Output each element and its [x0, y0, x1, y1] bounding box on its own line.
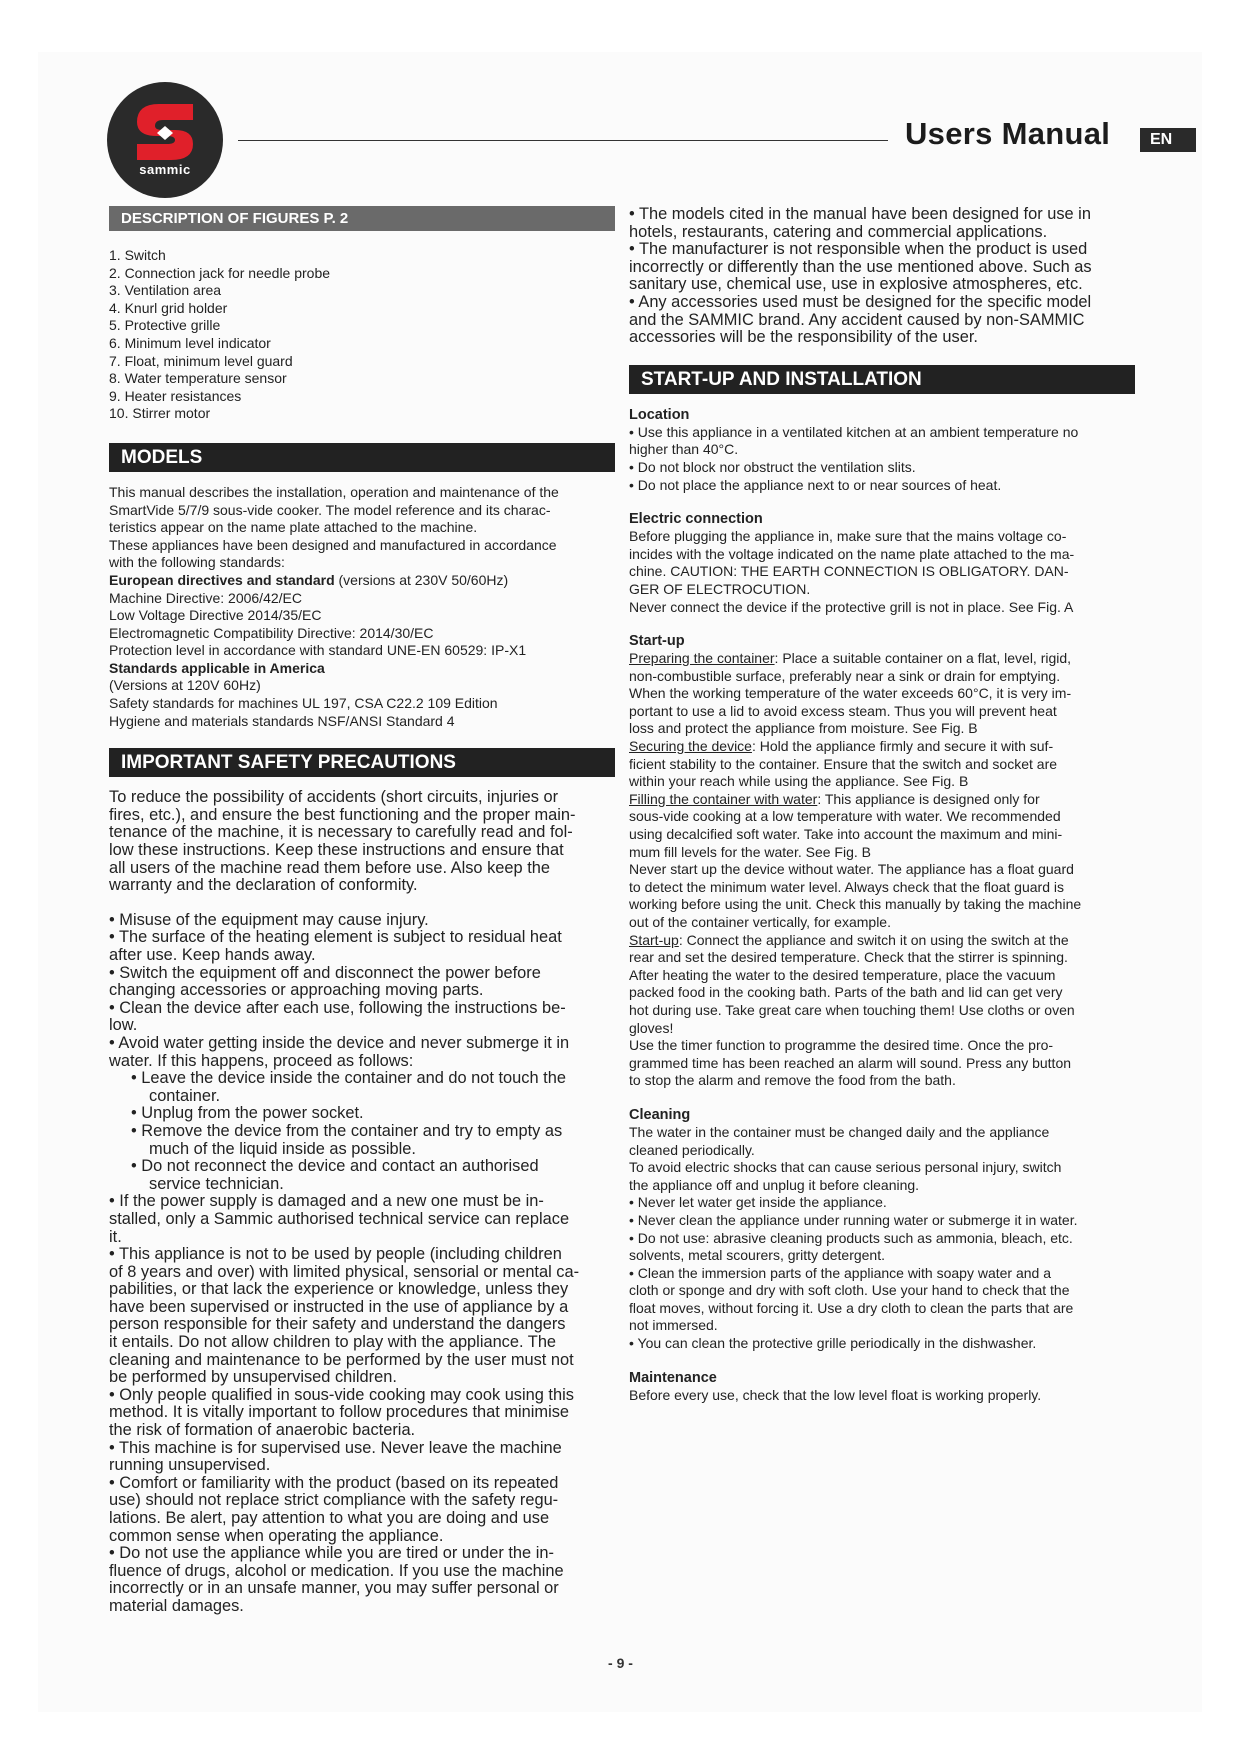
language-badge: EN [1140, 128, 1196, 152]
eu-standards-line [109, 572, 615, 590]
text-line: grammed time has been reached an alarm will sound. Press any button [629, 1054, 1072, 1071]
text-line: • Leave the device inside the container and do not touch the [131, 1069, 566, 1088]
text-line: lations. Be alert, pay attention to what you are doing and use [109, 1509, 550, 1527]
text-line: Electromagnetic Compatibility Directive: 2014/30/EC [109, 624, 434, 641]
text-line: • This machine is for supervised use. Never leave the machine [109, 1438, 562, 1457]
text-line: The water in the container must be changed daily and the appliance [629, 1123, 1050, 1140]
prep-line [629, 650, 1149, 668]
text-line: portant to use a lid to avoid excess steam. Thus you will prevent heat [629, 702, 1057, 719]
text-line: solvents, metal scourers, gritty detergent. [629, 1247, 885, 1264]
text-line: fluence of drugs, alcohol or medication. If you use the machine [109, 1561, 564, 1580]
text-line: • Do not reconnect the device and contact an authorised [131, 1157, 539, 1176]
text-line: • Unplug from the power socket. [131, 1104, 364, 1123]
text-line: changing accessories or approaching moving parts. [109, 981, 484, 1000]
text-line: • The surface of the heating element is subject to residual heat [109, 928, 562, 947]
text-line: • This appliance is not to be used by people (including children [109, 1245, 562, 1264]
text-line: • If the power supply is damaged and a new one must be in- [109, 1192, 544, 1211]
text-line: low these instructions. Keep these instructions and ensure that [109, 841, 564, 860]
text-line: • Do not block nor obstruct the ventilation slits. [629, 458, 916, 475]
text-line: cleaning and maintenance to be performed by the user must not [109, 1350, 574, 1369]
text-line: • Only people qualified in sous-vide cooking may cook using this [109, 1385, 574, 1404]
text-line: • Any accessories used must be designed for the specific model [629, 292, 1092, 311]
text-line: Use the timer function to programme the desired time. Once the pro- [629, 1037, 1054, 1054]
sammic-s-icon [107, 82, 223, 198]
text-line: Hygiene and materials standards NSF/ANSI Standard 4 [109, 712, 455, 729]
text-line: after use. Keep hands away. [109, 946, 316, 964]
text-line: To avoid electric shocks that can cause serious personal injury, switch [629, 1159, 1062, 1176]
text-line: sanitary use, chemical use, use in explosive atmospheres, etc. [629, 275, 1083, 294]
us-standards-title: Standards applicable in America [109, 659, 325, 676]
text-line: Before plugging the appliance in, make sure that the mains voltage co- [629, 528, 1067, 545]
text-line: Never start up the device without water. The appliance has a float guard [629, 861, 1074, 878]
text-line: the risk of formation of anaerobic bacteria. [109, 1421, 416, 1440]
text-line: non-combustible surface, preferably near a sink or drain for emptying. [629, 667, 1061, 684]
text-line: • Never let water get inside the appliance. [629, 1194, 887, 1211]
left-column [109, 206, 615, 1616]
text-line: service technician. [149, 1174, 284, 1193]
startup-title: Start-up [629, 633, 685, 650]
text-line: • Clean the device after each use, following the instructions be- [109, 998, 566, 1017]
startup-text: : Connect the appliance and switch it on using the switch at the [678, 931, 1069, 948]
text-line: to stop the alarm and remove the food from the bath. [629, 1072, 956, 1089]
text-line: hotels, restaurants, catering and commercial applications. [629, 222, 1048, 241]
safety-bullets [109, 912, 615, 1616]
text-line: pabilities, or that lack the experience or knowledge, unless they [109, 1280, 569, 1299]
text-line: be performed by unsupervised children. [109, 1368, 397, 1387]
text-line: it entails. Do not allow children to play with the appliance. The [109, 1333, 557, 1352]
text-line: • Do not use the appliance while you are tired or under the in- [109, 1544, 554, 1563]
text-line: method. It is vitally important to follow procedures that minimise [109, 1403, 570, 1422]
maintenance-title: Maintenance [629, 1369, 717, 1386]
list-item: 4. Knurl grid holder [109, 299, 228, 316]
text-line: have been supervised or instructed in the use of appliance by a [109, 1297, 569, 1316]
text-line: float moves, without forcing it. Use a dry cloth to clean the parts that are [629, 1299, 1074, 1316]
list-item: 10. Stirrer motor [109, 405, 211, 422]
list-item: 2. Connection jack for needle probe [109, 264, 331, 281]
text-line: low. [109, 1016, 138, 1035]
text-line: teristics appear on the name plate attached to the machine. [109, 519, 478, 536]
page-title: Users Manual [905, 116, 1111, 151]
sub-bullets [109, 1070, 615, 1193]
electric-title: Electric connection [629, 511, 763, 528]
text-line: • You can clean the protective grille periodically in the dishwasher. [629, 1335, 1037, 1352]
text-line: SmartVide 5/7/9 sous-vide cooker. The model reference and its charac- [109, 501, 551, 518]
text-line: sous-vide cooking at a low temperature with water. We recommended [629, 808, 1061, 825]
text-line: incides with the voltage indicated on the name plate attached to the ma- [629, 545, 1075, 562]
text-line: with the following standards: [109, 554, 285, 571]
text-line: container. [149, 1086, 221, 1105]
text-line: and the SAMMIC brand. Any accident caused by non-SAMMIC [629, 310, 1085, 329]
text-line: Never connect the device if the protective grill is not in place. See Fig. A [629, 598, 1074, 615]
text-line: • Never clean the appliance under running water or submerge it in water. [629, 1211, 1078, 1228]
text-line: mum fill levels for the water. See Fig. B [629, 843, 871, 860]
secure-label: Securing the device [629, 738, 752, 755]
text-line: running unsupervised. [109, 1456, 271, 1475]
fill-text: : This appliance is designed only for [817, 790, 1040, 807]
text-line: To reduce the possibility of accidents (short circuits, injuries or [109, 788, 559, 807]
text-line: Low Voltage Directive 2014/35/EC [109, 607, 322, 624]
secure-line [629, 738, 1149, 756]
text-line: These appliances have been designed and manufactured in accordance [109, 536, 557, 553]
fill-line [629, 791, 1149, 809]
text-line: much of the liquid inside as possible. [149, 1139, 416, 1158]
location-title: Location [629, 406, 690, 423]
text-line: • Switch the equipment off and disconnect the power before [109, 963, 541, 982]
text-line: of 8 years and over) with limited physical, sensorial or mental ca- [109, 1262, 580, 1281]
text-line: Safety standards for machines UL 197, CSA C22.2 109 Edition [109, 695, 498, 712]
fill-label: Filling the container with water [629, 790, 818, 807]
text-line: incorrectly or differently than the use mentioned above. Such as [629, 257, 1092, 276]
text-line: using decalcified soft water. Take into account the maximum and mini- [629, 826, 1063, 843]
list-item: 5. Protective grille [109, 317, 221, 334]
text-line: to detect the minimum water level. Always check that the float guard is [629, 878, 1064, 895]
eu-standards-versions: (versions at 230V 50/60Hz) [334, 571, 509, 588]
sammic-logo [107, 82, 223, 198]
usage-notes [629, 206, 1149, 347]
text-line: (Versions at 120V 60Hz) [109, 677, 261, 694]
header-divider [238, 140, 888, 141]
prep-label: Preparing the container [629, 650, 775, 667]
text-line: tenance of the machine, it is necessary to carefully read and fol- [109, 823, 573, 842]
text-line: common sense when operating the appliance. [109, 1526, 444, 1545]
text-line: ficient stability to the container. Ensure that the switch and socket are [629, 755, 1058, 772]
text-line: loss and protect the appliance from moisture. See Fig. B [629, 720, 978, 737]
text-line: • Comfort or familiarity with the product (based on its repeated [109, 1473, 559, 1492]
right-column [629, 206, 1149, 1404]
text-line: out of the container vertically, for example. [629, 914, 891, 930]
text-line: warranty and the declaration of conformity. [109, 876, 418, 895]
text-line: • Use this appliance in a ventilated kitchen at an ambient temperature no [629, 423, 1079, 440]
list-item: 9. Heater resistances [109, 387, 242, 404]
text-line: • Clean the immersion parts of the appliance with soapy water and a [629, 1264, 1052, 1281]
text-line: • The manufacturer is not responsible when the product is used [629, 240, 1088, 259]
text-line: • Do not place the appliance next to or near sources of heat. [629, 476, 1002, 493]
text-line: packed food in the cooking bath. Parts of the bath and lid can get very [629, 984, 1063, 1001]
text-line: stalled, only a Sammic authorised technical service can replace [109, 1209, 570, 1228]
secure-text: : Hold the appliance firmly and secure it with suf- [751, 738, 1054, 755]
text-line: material damages. [109, 1596, 244, 1615]
list-item: 8. Water temperature sensor [109, 370, 287, 387]
text-line: rear and set the desired temperature. Check that the stirrer is spinning. [629, 949, 1068, 966]
page-number: - 9 - [608, 1655, 633, 1671]
text-line: accessories will be the responsibility of the user. [629, 328, 978, 347]
text-line: chine. CAUTION: THE EARTH CONNECTION IS OBLIGATORY. DAN- [629, 563, 1069, 580]
text-line: • Misuse of the equipment may cause injury. [109, 910, 429, 929]
list-item: 6. Minimum level indicator [109, 334, 271, 351]
startup-heading: START-UP AND INSTALLATION [629, 365, 1135, 394]
figures-list [109, 247, 615, 423]
text-line: the appliance off and unplug it before cleaning. [629, 1176, 920, 1193]
startup-body [629, 406, 1149, 1405]
text-line: higher than 40°C. [629, 441, 739, 458]
models-heading: MODELS [109, 443, 615, 472]
text-line: within your reach while using the appliance. See Fig. B [629, 773, 969, 790]
text-line: hot during use. Take great care when touching them! Use cloths or oven [629, 1001, 1075, 1018]
text-line: not immersed. [629, 1317, 718, 1334]
safety-heading: IMPORTANT SAFETY PRECAUTIONS [109, 748, 615, 777]
text-line: • The models cited in the manual have been designed for use in [629, 205, 1091, 223]
text-line: working before using the unit. Check this manually by taking the machine [629, 896, 1082, 913]
text-line: • Do not use: abrasive cleaning products such as ammonia, bleach, etc. [629, 1229, 1073, 1246]
text-line: When the working temperature of the water exceeds 60°C, it is very im- [629, 685, 1072, 702]
list-item: 1. Switch [109, 247, 166, 263]
text-line: cloth or sponge and dry with soft cloth. Use your hand to check that the [629, 1282, 1070, 1299]
prep-text: : Place a suitable container on a flat, level, rigid, [774, 650, 1072, 667]
list-item: 3. Ventilation area [109, 282, 222, 299]
safety-intro [109, 789, 615, 895]
text-line: water. If this happens, proceed as follows: [109, 1051, 414, 1070]
eu-standards-title: European directives and standard [109, 571, 335, 588]
text-line: cleaned periodically. [629, 1141, 755, 1158]
text-line: gloves! [629, 1019, 674, 1036]
text-line: Machine Directive: 2006/42/EC [109, 589, 302, 606]
logo-wordmark: sammic [139, 162, 191, 177]
text-line: use) should not replace strict compliance with the safety regu- [109, 1491, 559, 1510]
text-line: it. [109, 1227, 122, 1246]
text-line: This manual describes the installation, operation and maintenance of the [109, 483, 559, 500]
text-line: fires, etc.), and ensure the best functioning and the proper main- [109, 805, 576, 824]
text-line: person responsible for their safety and understand the dangers [109, 1315, 566, 1334]
text-line: After heating the water to the desired temperature, place the vacuum [629, 966, 1056, 983]
text-line: all users of the machine read them before use. Also keep the [109, 858, 550, 877]
text-line: Protection level in accordance with standard UNE-EN 60529: IP-X1 [109, 642, 527, 659]
list-item: 7. Float, minimum level guard [109, 352, 293, 369]
models-text [109, 484, 615, 730]
text-line: Before every use, check that the low level float is working properly. [629, 1386, 1042, 1403]
startup-label: Start-up [629, 931, 679, 948]
figures-heading: DESCRIPTION OF FIGURES P. 2 [109, 206, 615, 231]
text-line: incorrectly or in an unsafe manner, you may suffer personal or [109, 1579, 559, 1598]
text-line: • Avoid water getting inside the device and never submerge it in [109, 1033, 570, 1052]
cleaning-title: Cleaning [629, 1106, 691, 1123]
startup-line [629, 932, 1149, 950]
text-line: GER OF ELECTROCUTION. [629, 580, 811, 597]
text-line: • Remove the device from the container and try to empty as [131, 1121, 563, 1140]
